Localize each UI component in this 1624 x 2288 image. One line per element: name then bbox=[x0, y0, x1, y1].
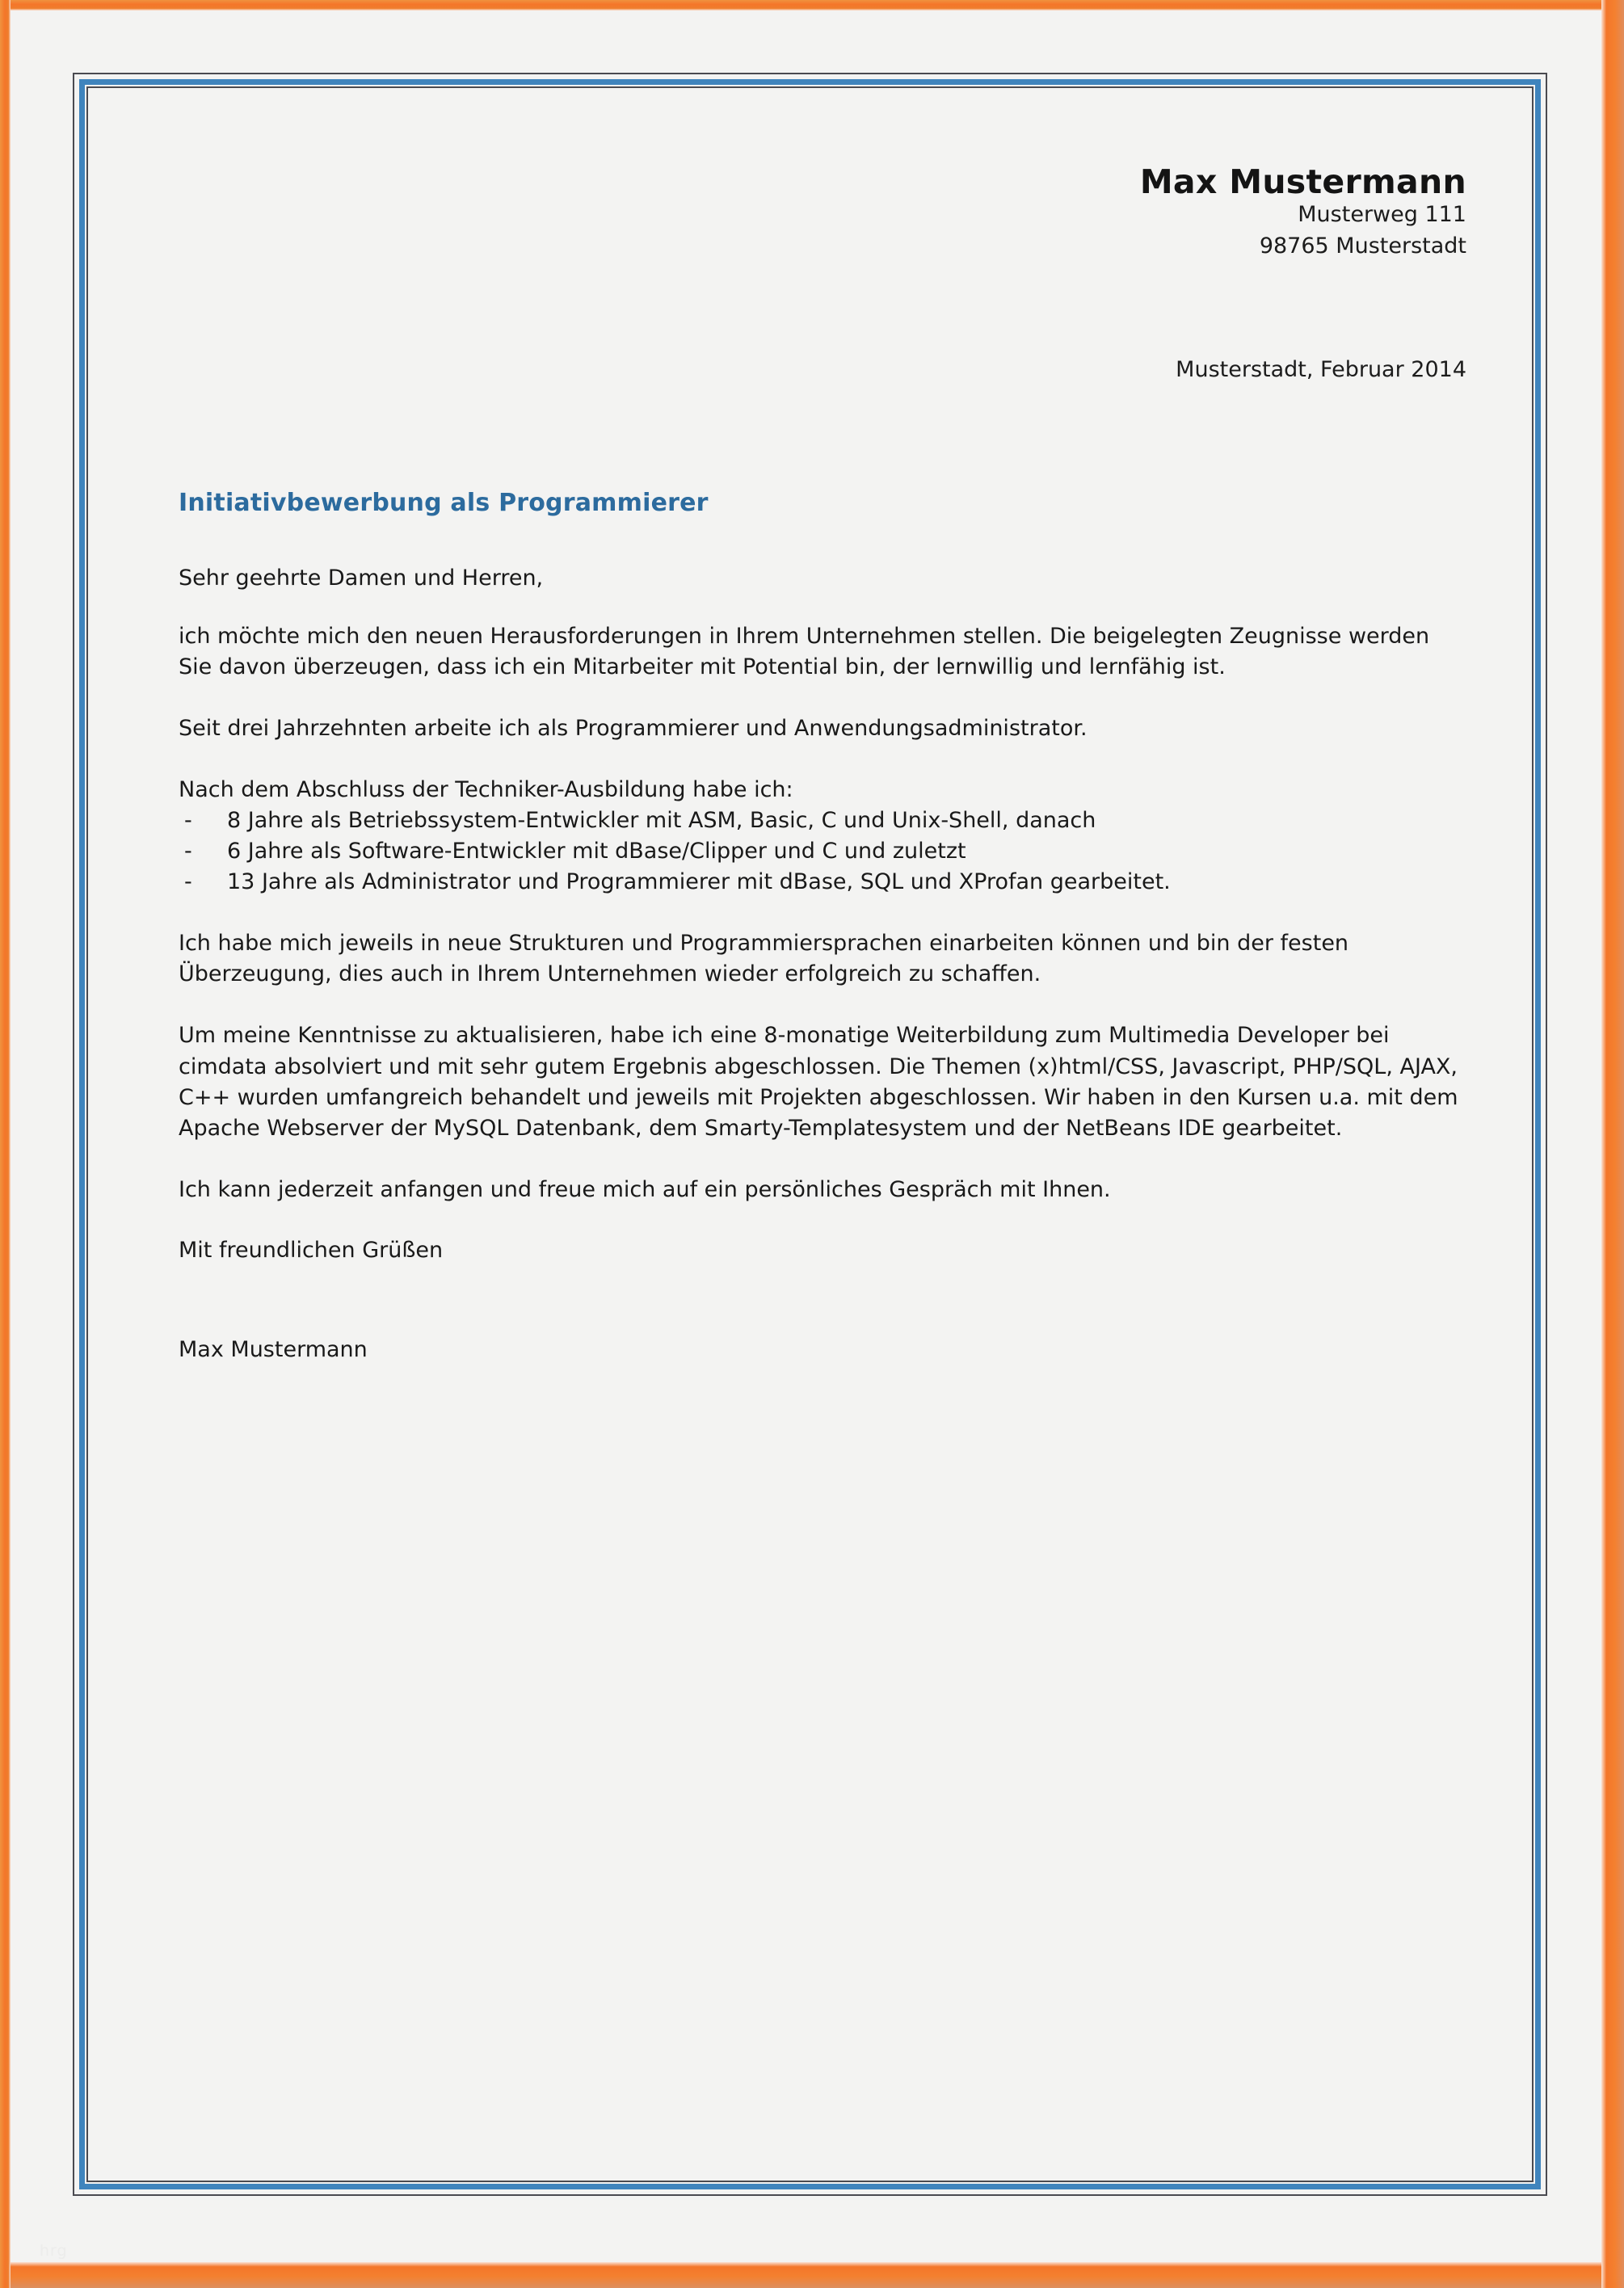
list-item bbox=[179, 805, 1466, 836]
experience-list-lead: Nach dem Abschluss der Techniker-Ausbildung habe ich: bbox=[179, 777, 793, 803]
sender-city: 98765 Musterstadt bbox=[1259, 233, 1466, 259]
letter-signature: Max Mustermann bbox=[179, 1336, 368, 1362]
paper-surface bbox=[11, 11, 1601, 2262]
letter-subject: Initiativbewerbung als Programmierer bbox=[179, 488, 709, 517]
list-item-label: 13 Jahre als Administrator und Programmierer mit dBase, SQL und XProfan gearbeitet. bbox=[227, 869, 1171, 895]
list-item-label: 8 Jahre als Betriebssystem-Entwickler mit ASM, Basic, C und Unix-Shell, danach bbox=[227, 808, 1096, 834]
experience-list bbox=[179, 805, 1466, 898]
place-and-date: Musterstadt, Februar 2014 bbox=[1176, 356, 1466, 382]
body-paragraph: Ich kann jederzeit anfangen und freue mich auf ein persönliches Gespräch mit Ihnen. bbox=[179, 1176, 1111, 1202]
list-item bbox=[179, 867, 1466, 898]
sender-street: Musterweg 111 bbox=[1298, 202, 1466, 228]
sender-name: Max Mustermann bbox=[1139, 162, 1466, 201]
page-border-top bbox=[0, 0, 1624, 11]
body-paragraph: ich möchte mich den neuen Herausforderungen in Ihrem Unternehmen stellen. Die beigelegten Zeugnisse werden Sie davon überzeugen, dass ich ein Mitarbeiter mit Potential bin, der lernwillig und lernfähig ist. bbox=[179, 623, 1430, 679]
dash-marker: - bbox=[184, 839, 192, 864]
list-item-label: 6 Jahre als Software-Entwickler mit dBase/Clipper und C und zuletzt bbox=[227, 839, 966, 864]
letter-closing: Mit freundlichen Grüßen bbox=[179, 1237, 444, 1263]
page-border-left bbox=[0, 0, 11, 2288]
page-watermark: hrg bbox=[40, 2242, 68, 2260]
body-paragraph: Seit drei Jahrzehnten arbeite ich als Programmierer und Anwendungsadministrator. bbox=[179, 716, 1088, 742]
body-paragraph: Um meine Kenntnisse zu aktualisieren, habe ich eine 8-monatige Weiterbildung zum Multimedia Developer bei cimdata absolviert und mit sehr gutem Ergebnis abgeschlossen. Die Themen (x)html/CSS, Javascript, PHP/SQL, AJAX, C++ wurden umfangreich behandelt und jeweils mit Projekten abgeschlossen. Wir haben in den Kursen u.a. mit dem Apache Webserver der MySQL Datenbank, dem Smarty-Templatesystem und der NetBeans IDE gearbeitet. bbox=[179, 1023, 1458, 1141]
dash-marker: - bbox=[184, 808, 192, 834]
dash-marker: - bbox=[184, 869, 192, 895]
sender-address-block bbox=[179, 164, 1466, 262]
letter-content bbox=[179, 86, 1466, 1362]
page-border-right bbox=[1601, 0, 1624, 2288]
letter-salutation: Sehr geehrte Damen und Herren, bbox=[179, 565, 544, 591]
page-border-bottom bbox=[0, 2262, 1624, 2288]
list-item bbox=[179, 836, 1466, 867]
body-paragraph: Ich habe mich jeweils in neue Strukturen und Programmiersprachen einarbeiten können und bin der festen Überzeugung, dies auch in Ihrem Unternehmen wieder erfolgreich zu schaffen. bbox=[179, 931, 1349, 987]
